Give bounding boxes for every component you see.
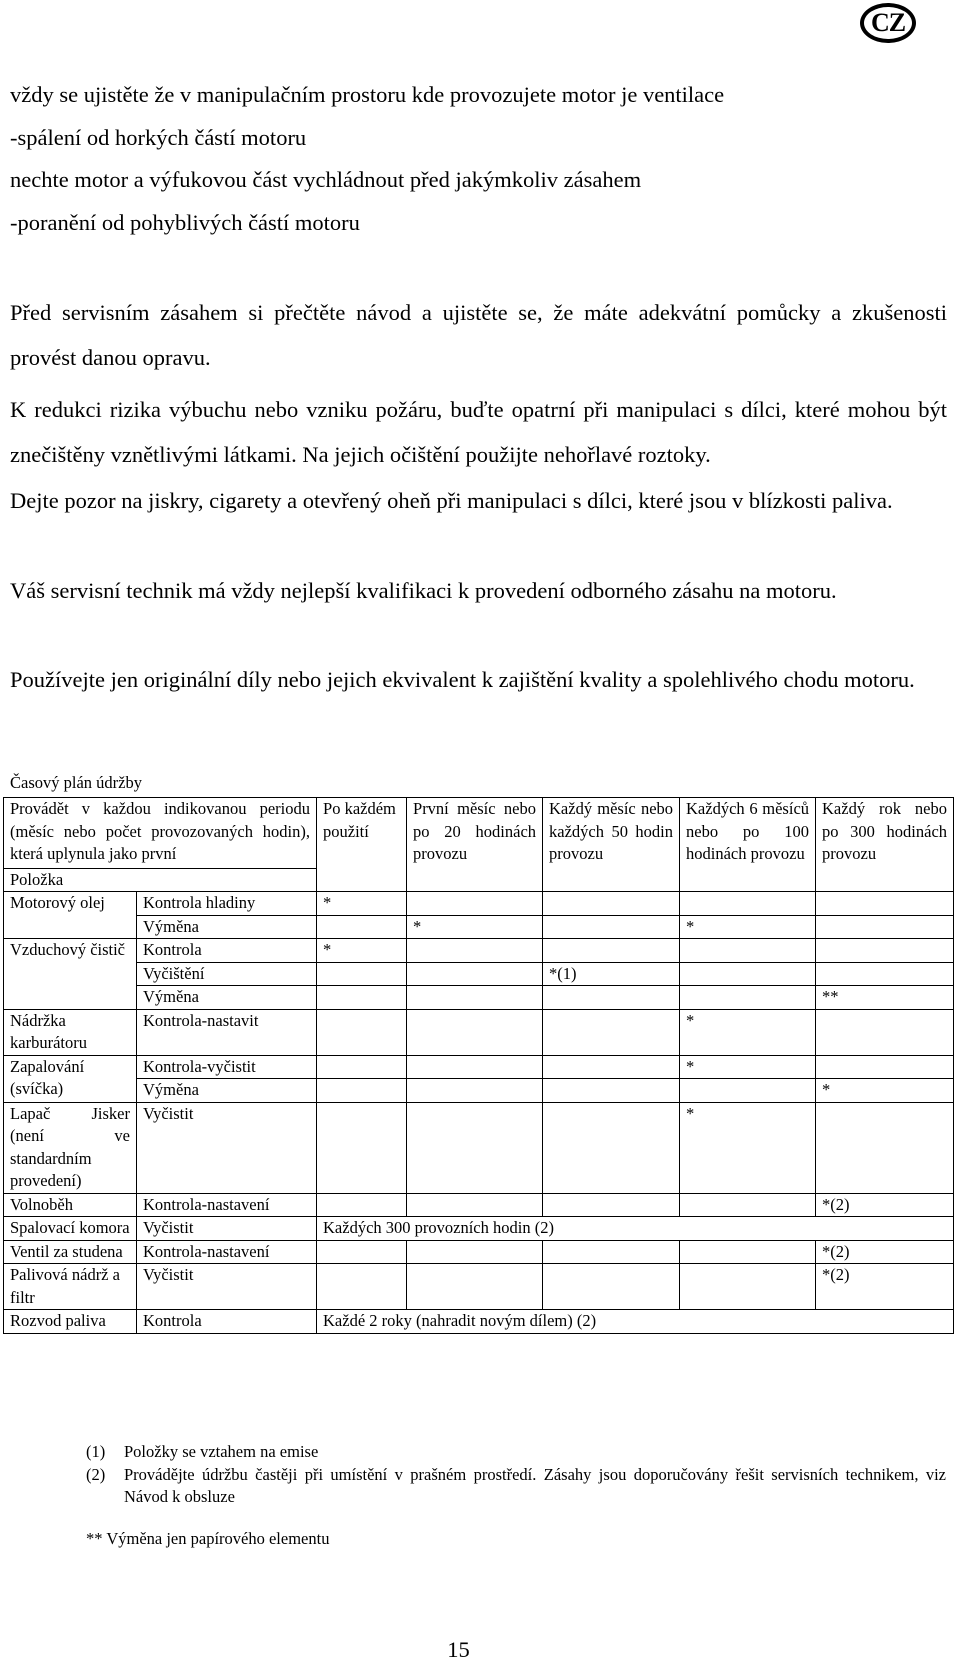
mark-cell bbox=[317, 1102, 407, 1193]
paragraph: Používejte jen originální díly nebo jejich ekvivalent k zajištění kvality a spolehlivého chodu motoru. bbox=[10, 667, 915, 692]
mark-cell bbox=[680, 939, 816, 963]
mark-cell bbox=[543, 1009, 680, 1055]
mark-cell bbox=[317, 1264, 407, 1310]
mark-cell bbox=[816, 962, 954, 986]
mark-cell bbox=[407, 962, 543, 986]
mark-cell bbox=[680, 1264, 816, 1310]
period-header: Každý měsíc nebo každých 50 hodin provozu bbox=[543, 798, 680, 892]
table-row bbox=[4, 1217, 954, 1241]
mark-cell bbox=[680, 892, 816, 916]
mark-cell: ** bbox=[816, 986, 954, 1010]
mark-cell: *(1) bbox=[543, 962, 680, 986]
mark-cell: * bbox=[680, 1055, 816, 1079]
mark-cell bbox=[816, 1102, 954, 1193]
mark-cell bbox=[543, 915, 680, 939]
action-cell: Vyčistit bbox=[137, 1217, 317, 1241]
mark-cell bbox=[407, 1193, 543, 1217]
mark-cell bbox=[317, 1240, 407, 1264]
mark-cell bbox=[407, 1264, 543, 1310]
mark-cell bbox=[407, 986, 543, 1010]
table-row bbox=[4, 939, 954, 963]
span-cell: Každých 300 provozních hodin (2) bbox=[317, 1217, 954, 1241]
period-header: Každý rok nebo po 300 hodinách provozu bbox=[816, 798, 954, 892]
mark-cell bbox=[680, 1193, 816, 1217]
table-row bbox=[4, 1079, 954, 1103]
item-cell: Vzduchový čistič bbox=[4, 939, 137, 1010]
safety-line: nechte motor a výfukovou část vychládnout před jakýmkoliv zásahem bbox=[10, 167, 642, 192]
mark-cell bbox=[816, 915, 954, 939]
table-row bbox=[4, 1240, 954, 1264]
paragraph: K redukci rizika výbuchu nebo vzniku požáru, buďte opatrní při manipulaci s dílci, které mohou být znečištěny vznětlivými látkami. Na jejich očištění použijte nehořlavé roztoky. bbox=[10, 397, 947, 467]
mark-cell bbox=[543, 1079, 680, 1103]
mark-cell: * bbox=[680, 915, 816, 939]
mark-cell bbox=[407, 1240, 543, 1264]
mark-cell bbox=[543, 1055, 680, 1079]
action-cell: Kontrola-nastavení bbox=[137, 1240, 317, 1264]
maintenance-schedule-table bbox=[3, 797, 954, 1334]
item-cell: Zapalování (svíčka) bbox=[4, 1055, 137, 1102]
item-cell: Volnoběh bbox=[4, 1193, 137, 1217]
star-footnote: ** Výměna jen papírového elementu bbox=[86, 1529, 330, 1548]
table-header-row bbox=[4, 798, 954, 869]
action-cell: Kontrola-nastavit bbox=[137, 1009, 317, 1055]
mark-cell bbox=[680, 1079, 816, 1103]
item-cell: Lapač Jisker (není ve standardním provedení) bbox=[4, 1102, 137, 1193]
table-row bbox=[4, 1310, 954, 1334]
table-row bbox=[4, 1009, 954, 1055]
mark-cell: * bbox=[680, 1009, 816, 1055]
span-cell: Každé 2 roky (nahradit novým dílem) (2) bbox=[317, 1310, 954, 1334]
mark-cell bbox=[680, 1240, 816, 1264]
mark-cell: *(2) bbox=[816, 1264, 954, 1310]
mark-cell bbox=[543, 1102, 680, 1193]
mark-cell bbox=[407, 1009, 543, 1055]
paragraph: Váš servisní technik má vždy nejlepší kvalifikaci k provedení odborného zásahu na motoru. bbox=[10, 578, 837, 603]
mark-cell bbox=[816, 939, 954, 963]
item-cell: Spalovací komora bbox=[4, 1217, 137, 1241]
footnotes bbox=[86, 1441, 946, 1509]
footnote-text: Položky se vztahem na emise bbox=[124, 1442, 319, 1461]
mark-cell: *(2) bbox=[816, 1240, 954, 1264]
mark-cell: * bbox=[317, 939, 407, 963]
mark-cell: * bbox=[680, 1102, 816, 1193]
safety-line: -poranění od pohyblivých částí motoru bbox=[10, 210, 360, 235]
action-cell: Výměna bbox=[137, 1079, 317, 1103]
item-column-label: Položka bbox=[4, 868, 317, 892]
item-cell: Nádržka karburátoru bbox=[4, 1009, 137, 1055]
page-number: 15 bbox=[447, 1637, 470, 1662]
period-header: Po každém použití bbox=[317, 798, 407, 892]
table-row bbox=[4, 1055, 954, 1079]
item-cell: Palivová nádrž a filtr bbox=[4, 1264, 137, 1310]
action-cell: Vyčistit bbox=[137, 1102, 317, 1193]
mark-cell bbox=[317, 1193, 407, 1217]
table-row bbox=[4, 1264, 954, 1310]
item-cell: Motorový olej bbox=[4, 892, 137, 939]
mark-cell: * bbox=[816, 1079, 954, 1103]
mark-cell bbox=[543, 1264, 680, 1310]
table-row bbox=[4, 1102, 954, 1193]
paragraph: Před servisním zásahem si přečtěte návod a ujistěte se, že máte adekvátní pomůcky a zkušenosti provést danou opravu. bbox=[10, 300, 947, 370]
mark-cell bbox=[816, 1055, 954, 1079]
schedule-caption: Časový plán údržby bbox=[10, 773, 142, 792]
table-row bbox=[4, 892, 954, 916]
safety-line: vždy se ujistěte že v manipulačním prostoru kde provozujete motor je ventilace bbox=[10, 82, 725, 107]
safety-line: -spálení od horkých částí motoru bbox=[10, 125, 307, 150]
action-cell: Kontrola hladiny bbox=[137, 892, 317, 916]
mark-cell bbox=[317, 1009, 407, 1055]
mark-cell: *(2) bbox=[816, 1193, 954, 1217]
table-row bbox=[4, 986, 954, 1010]
mark-cell bbox=[407, 1079, 543, 1103]
language-code: CZ bbox=[870, 8, 906, 37]
action-cell: Kontrola bbox=[137, 939, 317, 963]
mark-cell bbox=[317, 962, 407, 986]
mark-cell bbox=[816, 892, 954, 916]
item-cell: Ventil za studena bbox=[4, 1240, 137, 1264]
action-cell: Vyčistit bbox=[137, 1264, 317, 1310]
action-cell: Vyčištění bbox=[137, 962, 317, 986]
footnote bbox=[86, 1441, 946, 1464]
table-row bbox=[4, 962, 954, 986]
mark-cell: * bbox=[407, 915, 543, 939]
mark-cell bbox=[816, 1009, 954, 1055]
period-header: První měsíc nebo po 20 hodinách provozu bbox=[407, 798, 543, 892]
action-cell: Kontrola-vyčistit bbox=[137, 1055, 317, 1079]
mark-cell bbox=[407, 1055, 543, 1079]
header-instruction: Provádět v každou indikovanou periodu (měsíc nebo počet provozovaných hodin), která uplynula jako první bbox=[4, 798, 317, 869]
mark-cell bbox=[680, 986, 816, 1010]
mark-cell bbox=[407, 1102, 543, 1193]
mark-cell bbox=[543, 892, 680, 916]
mark-cell bbox=[317, 986, 407, 1010]
action-cell: Výměna bbox=[137, 915, 317, 939]
item-cell: Rozvod paliva bbox=[4, 1310, 137, 1334]
footnote bbox=[86, 1464, 946, 1509]
table-row bbox=[4, 915, 954, 939]
footnote-text: Provádějte údržbu častěji při umístění v prašném prostředí. Zásahy jsou doporučovány řešit servisních technikem, viz Návod k obsluze bbox=[124, 1464, 946, 1506]
paragraph: Dejte pozor na jiskry, cigarety a otevřený oheň při manipulaci s dílci, které jsou v blízkosti paliva. bbox=[10, 488, 893, 513]
mark-cell bbox=[407, 892, 543, 916]
mark-cell bbox=[543, 986, 680, 1010]
action-cell: Kontrola bbox=[137, 1310, 317, 1334]
mark-cell bbox=[317, 1055, 407, 1079]
table-row bbox=[4, 1193, 954, 1217]
mark-cell bbox=[543, 1193, 680, 1217]
mark-cell bbox=[317, 1079, 407, 1103]
mark-cell bbox=[317, 915, 407, 939]
language-badge bbox=[860, 3, 916, 43]
period-header: Každých 6 měsíců nebo po 100 hodinách provozu bbox=[680, 798, 816, 892]
mark-cell bbox=[543, 1240, 680, 1264]
mark-cell bbox=[407, 939, 543, 963]
action-cell: Výměna bbox=[137, 986, 317, 1010]
mark-cell: * bbox=[317, 892, 407, 916]
mark-cell bbox=[543, 939, 680, 963]
footnote-number: (1) bbox=[86, 1442, 106, 1461]
mark-cell bbox=[680, 962, 816, 986]
footnote-number: (2) bbox=[86, 1464, 106, 1484]
action-cell: Kontrola-nastavení bbox=[137, 1193, 317, 1217]
